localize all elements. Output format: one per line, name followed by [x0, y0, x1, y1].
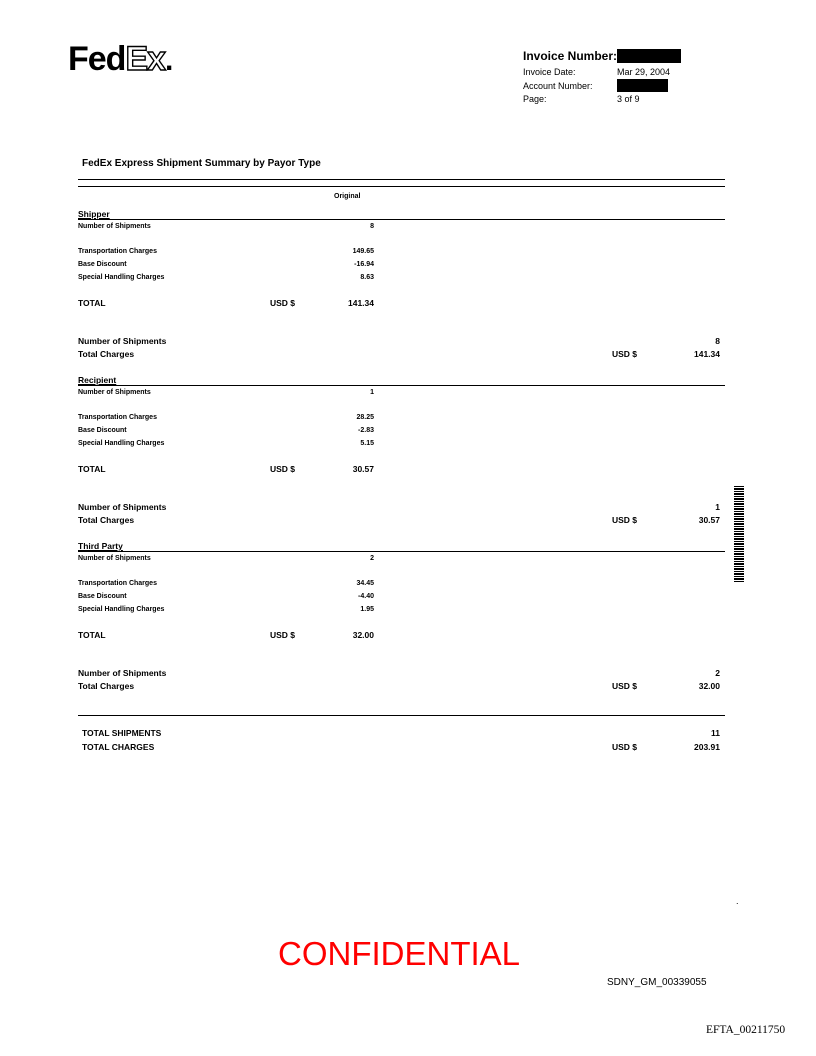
invoice-number-redaction	[617, 49, 681, 63]
account-number-label: Account Number:	[523, 81, 593, 91]
top-rule-2	[78, 186, 725, 187]
confidential-stamp: CONFIDENTIAL	[278, 935, 521, 972]
number-of-shipments-value: 8	[370, 223, 374, 230]
top-rule	[78, 179, 725, 180]
summary-heading: FedEx Express Shipment Summary by Payor Type	[82, 158, 321, 169]
number-of-shipments-value: 2	[370, 555, 374, 562]
transportation-charges-value: 34.45	[356, 580, 374, 587]
total-shipments-value: 11	[711, 728, 720, 738]
section-rule	[78, 219, 725, 220]
total-charges-value: 30.57	[698, 515, 720, 525]
total-charges-currency: USD $	[612, 349, 638, 359]
base-discount-label: Base Discount	[78, 593, 127, 600]
section-rule	[78, 385, 725, 386]
number-of-shipments-value: 1	[370, 389, 374, 396]
total-currency: USD $	[270, 464, 296, 474]
summary-shipments-label: Number of Shipments	[78, 502, 167, 512]
page-value: 3 of 9	[617, 94, 640, 104]
number-of-shipments-label: Number of Shipments	[78, 389, 151, 396]
total-shipments-label: TOTAL SHIPMENTS	[82, 728, 162, 738]
column-header-original: Original	[334, 193, 361, 200]
total-value: 141.34	[348, 298, 374, 308]
fedex-logo: FedEx.	[68, 40, 173, 78]
total-charges-grand-currency: USD $	[612, 742, 638, 752]
transportation-charges-label: Transportation Charges	[78, 414, 157, 421]
base-discount-value: -16.94	[354, 261, 374, 268]
special-handling-value: 8.63	[360, 274, 374, 281]
base-discount-label: Base Discount	[78, 261, 127, 268]
invoice-date-label: Invoice Date:	[523, 67, 576, 77]
total-charges-label: Total Charges	[78, 515, 135, 525]
summary-shipments-label: Number of Shipments	[78, 668, 167, 678]
special-handling-label: Special Handling Charges	[78, 440, 165, 447]
stray-mark: .	[736, 896, 739, 906]
total-value: 32.00	[352, 630, 374, 640]
bates-number: EFTA_00211750	[706, 1024, 786, 1036]
total-label: TOTAL	[78, 464, 106, 474]
total-charges-label: Total Charges	[78, 681, 135, 691]
section-title: Recipient	[78, 375, 117, 385]
total-label: TOTAL	[78, 298, 106, 308]
base-discount-value: -4.40	[358, 593, 374, 600]
section-title: Shipper	[78, 209, 110, 219]
total-charges-value: 32.00	[698, 681, 720, 691]
special-handling-label: Special Handling Charges	[78, 274, 165, 281]
section-title: Third Party	[78, 541, 123, 551]
total-value: 30.57	[352, 464, 374, 474]
side-barcode	[734, 486, 744, 582]
summary-shipments-value: 2	[715, 668, 720, 678]
total-charges-currency: USD $	[612, 515, 638, 525]
number-of-shipments-label: Number of Shipments	[78, 223, 151, 230]
transportation-charges-label: Transportation Charges	[78, 580, 157, 587]
transportation-charges-value: 149.65	[352, 248, 374, 255]
total-currency: USD $	[270, 630, 296, 640]
account-number-redaction	[617, 79, 668, 92]
transportation-charges-value: 28.25	[356, 414, 374, 421]
special-handling-value: 5.15	[360, 440, 374, 447]
total-charges-grand-value: 203.91	[694, 742, 720, 752]
special-handling-value: 1.95	[360, 606, 374, 613]
total-charges-grand-label: TOTAL CHARGES	[82, 742, 155, 752]
base-discount-label: Base Discount	[78, 427, 127, 434]
total-label: TOTAL	[78, 630, 106, 640]
total-charges-value: 141.34	[694, 349, 720, 359]
summary-shipments-value: 8	[715, 336, 720, 346]
total-currency: USD $	[270, 298, 296, 308]
document-id: SDNY_GM_00339055	[607, 977, 707, 988]
grand-total-rule	[78, 715, 725, 716]
summary-shipments-label: Number of Shipments	[78, 336, 167, 346]
transportation-charges-label: Transportation Charges	[78, 248, 157, 255]
base-discount-value: -2.83	[358, 427, 374, 434]
invoice-date-value: Mar 29, 2004	[617, 67, 671, 77]
total-charges-currency: USD $	[612, 681, 638, 691]
special-handling-label: Special Handling Charges	[78, 606, 165, 613]
number-of-shipments-label: Number of Shipments	[78, 555, 151, 562]
total-charges-label: Total Charges	[78, 349, 135, 359]
invoice-number-label: Invoice Number:	[523, 49, 618, 63]
section-rule	[78, 551, 725, 552]
page-label: Page:	[523, 94, 547, 104]
summary-shipments-value: 1	[715, 502, 720, 512]
